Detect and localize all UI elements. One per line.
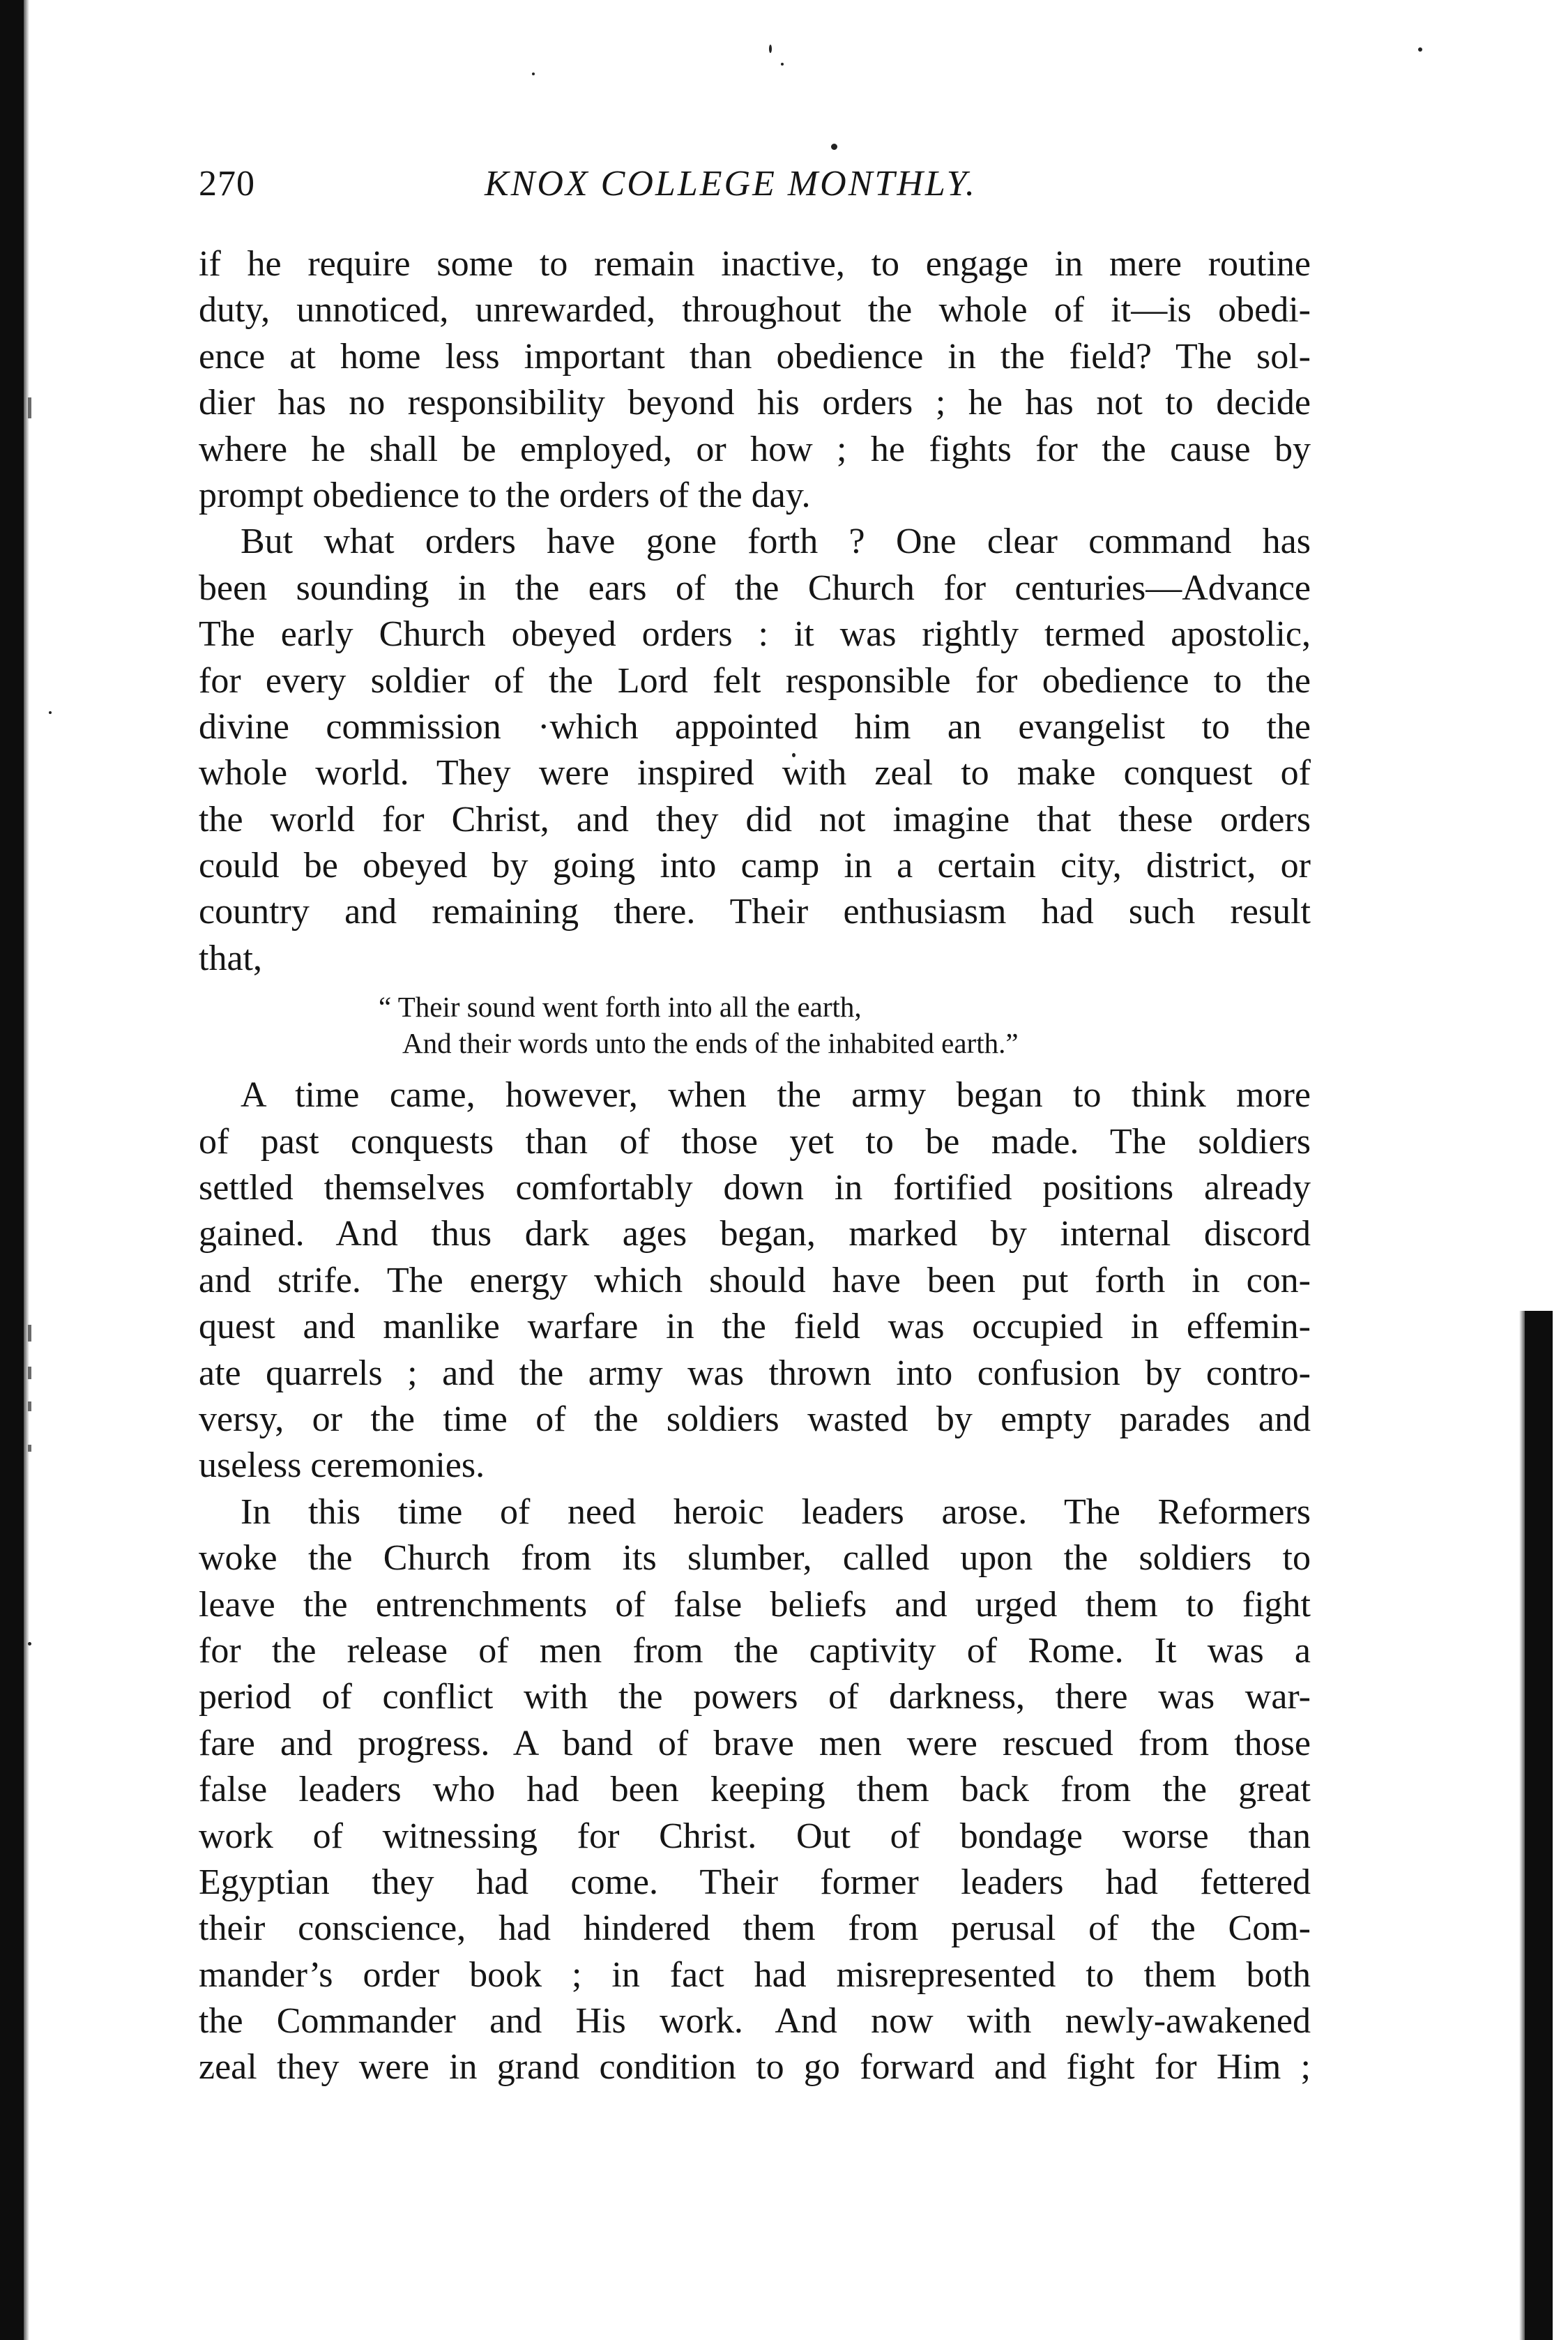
text-line: been sounding in the ears of the Church for centuries—Advance (199, 568, 1311, 608)
scan-edge-left-fringe (24, 0, 29, 2340)
text-line: of past conquests than of those yet to be made. The soldiers (199, 1121, 1311, 1162)
text-line: for every soldier of the Lord felt responsible for obedience to the (199, 660, 1311, 701)
text-line: prompt obedience to the orders of the day. (199, 475, 811, 515)
article-body (199, 241, 1311, 2091)
scan-edge-tick (28, 1401, 31, 1411)
paragraph (199, 1072, 1311, 1489)
text-line: Egyptian they had come. Their former leaders had fettered (199, 1862, 1311, 1902)
text-line: woke the Church from its slumber, called upon the soldiers to (199, 1538, 1311, 1579)
text-line: false leaders who had been keeping them back from the great (199, 1770, 1311, 1810)
text-line: their conscience, had hindered them from perusal of the Com- (199, 1908, 1311, 1949)
text-line: duty, unnoticed, unrewarded, throughout the whole of it—is obedi- (199, 290, 1311, 331)
text-line: fare and progress. A band of brave men were rescued from those (199, 1723, 1311, 1763)
text-line: ate quarrels ; and the army was thrown into confusion by contro- (199, 1353, 1311, 1393)
text-line: and strife. The energy which should have been put forth in con- (199, 1260, 1311, 1300)
text-line: ence at home less important than obedience in the field? The sol- (199, 336, 1311, 377)
page-header (199, 156, 1307, 212)
scan-speck (781, 63, 784, 66)
scan-edge-right (1525, 1311, 1553, 2340)
scan-speck (28, 1642, 31, 1646)
quote-line: “ Their sound went forth into all the earth, (379, 991, 862, 1024)
text-line: versy, or the time of the soldiers wasted by empty parades and (199, 1399, 1311, 1439)
paragraph (199, 241, 1311, 519)
scan-edge-left (0, 0, 24, 2340)
text-line: zeal they were in grand condition to go forward and fight for Him ; (199, 2047, 1311, 2088)
text-line: leave the entrenchments of false beliefs and urged them to fight (199, 1584, 1311, 1625)
scan-edge-tick (28, 1445, 31, 1452)
text-line: country and remaining there. Their enthusiasm had such result (199, 892, 1311, 932)
text-line: work of witnessing for Christ. Out of bondage worse than (199, 1816, 1311, 1856)
scan-speck (831, 144, 837, 150)
text-line: dier has no responsibility beyond his orders ; he has not to decide (199, 383, 1311, 423)
scan-speck (1418, 47, 1422, 52)
scan-speck (532, 73, 535, 75)
text-line: could be obeyed by going into camp in a certain city, district, or (199, 846, 1311, 886)
text-line: if he require some to remain inactive, to engage in mere routine (199, 244, 1311, 284)
text-line: quest and manlike warfare in the field was occupied in effemin- (199, 1307, 1311, 1347)
text-line: useless ceremonies. (199, 1445, 485, 1486)
text-line: settled themselves comfortably down in fortified positions already (199, 1168, 1311, 1208)
text-line: But what orders have gone forth ? One clear command has (241, 522, 1311, 562)
text-line: gained. And thus dark ages began, marked by internal discord (199, 1214, 1311, 1254)
scan-edge-tick (28, 397, 31, 418)
scan-edge-right-fringe (1519, 1311, 1525, 2340)
page-number: 270 (199, 164, 255, 204)
text-line: mander’s order book ; in fact had misrepresented to them both (199, 1954, 1311, 1995)
text-line: that, (199, 938, 262, 978)
scan-edge-tick (28, 1367, 31, 1379)
text-line: divine commission ·which appointed him an evangelist to the (199, 706, 1311, 747)
block-quote (199, 989, 1311, 1061)
text-line: the Commander and His work. And now with newly-awakened (199, 2001, 1311, 2042)
text-line: A time came, however, when the army began to think more (241, 1075, 1311, 1116)
text-line: where he shall be employed, or how ; he fights for the cause by (199, 429, 1311, 469)
text-line: period of conflict with the powers of darkness, there was war- (199, 1677, 1311, 1717)
text-line: In this time of need heroic leaders arose. The Reformers (241, 1491, 1311, 1532)
scan-edge-tick (28, 1325, 31, 1342)
paragraph (199, 1489, 1311, 2091)
text-line: the world for Christ, and they did not imagine that these orders (199, 799, 1311, 839)
text-line: for the release of men from the captivity of Rome. It was a (199, 1630, 1311, 1671)
scan-speck (769, 45, 772, 53)
text-line: The early Church obeyed orders : it was rightly termed apostolic, (199, 614, 1311, 655)
quote-line: And their words unto the ends of the inhabited earth.” (402, 1027, 1019, 1060)
text-line: whole world. They were inspired with zeal to make conquest of (199, 753, 1311, 793)
paragraph (199, 519, 1311, 982)
running-title: KNOX COLLEGE MONTHLY. (485, 164, 977, 204)
scan-speck (49, 711, 52, 714)
